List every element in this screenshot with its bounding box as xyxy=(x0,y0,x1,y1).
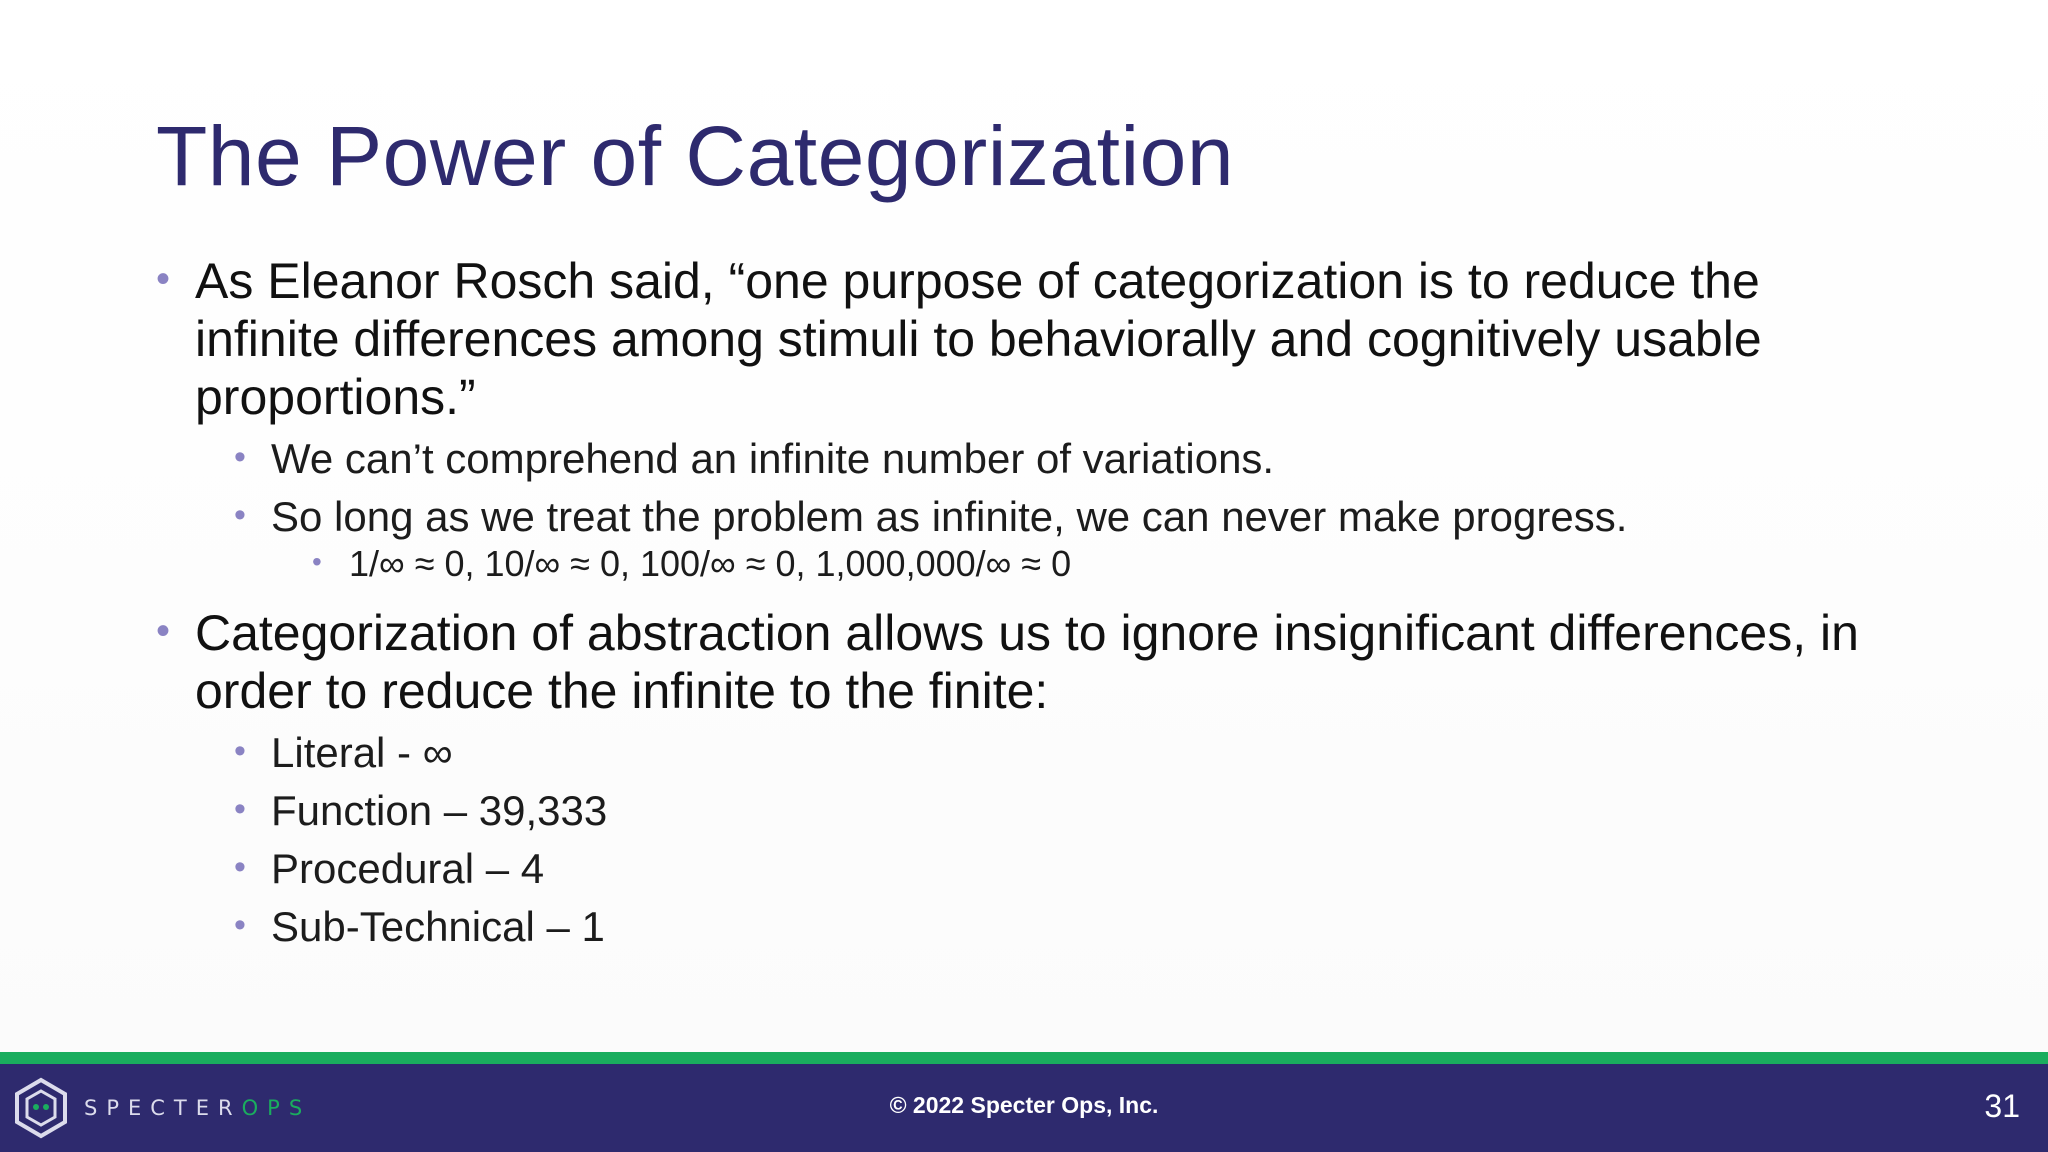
logo-wordmark-accent: OPS xyxy=(241,1096,312,1120)
bullet-dot-icon: • xyxy=(312,546,322,577)
slide-page-number: 31 xyxy=(1984,1088,2020,1124)
bullet-level3-infinity-math xyxy=(312,542,1916,586)
copyright-notice: © 2022 Specter Ops, Inc. xyxy=(889,1092,1159,1118)
footer-accent-bar xyxy=(0,1052,2048,1064)
bullet-level2-literal xyxy=(234,728,1916,778)
slide-footer xyxy=(0,1064,2048,1152)
bullet-text: Literal - ∞ xyxy=(271,729,453,776)
bullet-dot-icon: • xyxy=(234,496,246,534)
bullet-level2-subtechnical xyxy=(234,902,1916,952)
slide-title: The Power of Categorization xyxy=(156,109,1235,203)
bullet-dot-icon: • xyxy=(156,257,171,301)
bullet-dot-icon: • xyxy=(234,790,246,828)
bullet-text: Procedural – 4 xyxy=(271,845,545,892)
bullet-dot-icon: • xyxy=(234,848,246,886)
bullet-text: As Eleanor Rosch said, “one purpose of categorization is to reduce the infinite differences among stimuli to behaviorally and cognitively usable proportions.” xyxy=(195,253,1762,425)
bullet-list xyxy=(156,252,1916,952)
bullet-level1-abstraction xyxy=(156,604,1916,720)
bullet-level2-procedural xyxy=(234,844,1916,894)
bullet-text: Categorization of abstraction allows us to ignore insignificant differences, in order to reduce the infinite to the finite: xyxy=(195,605,1859,719)
bullet-text: So long as we treat the problem as infinite, we can never make progress. xyxy=(271,493,1628,540)
bullet-text: Sub-Technical – 1 xyxy=(271,903,605,950)
bullet-dot-icon: • xyxy=(156,609,171,653)
bullet-level2-function xyxy=(234,786,1916,836)
bullet-text: We can’t comprehend an infinite number of variations. xyxy=(271,435,1275,482)
bullet-dot-icon: • xyxy=(234,438,246,476)
bullet-dot-icon: • xyxy=(234,906,246,944)
bullet-text: Function – 39,333 xyxy=(271,787,608,834)
bullet-level1-rosch-quote xyxy=(156,252,1916,426)
bullet-dot-icon: • xyxy=(234,732,246,770)
bullet-level2-comprehend xyxy=(234,434,1916,484)
logo-wordmark-main: SPECTER xyxy=(84,1096,242,1120)
bullet-text: 1/∞ ≈ 0, 10/∞ ≈ 0, 100/∞ ≈ 0, 1,000,000/∞ ≈ 0 xyxy=(349,543,1072,584)
bullet-level2-progress xyxy=(234,492,1916,542)
